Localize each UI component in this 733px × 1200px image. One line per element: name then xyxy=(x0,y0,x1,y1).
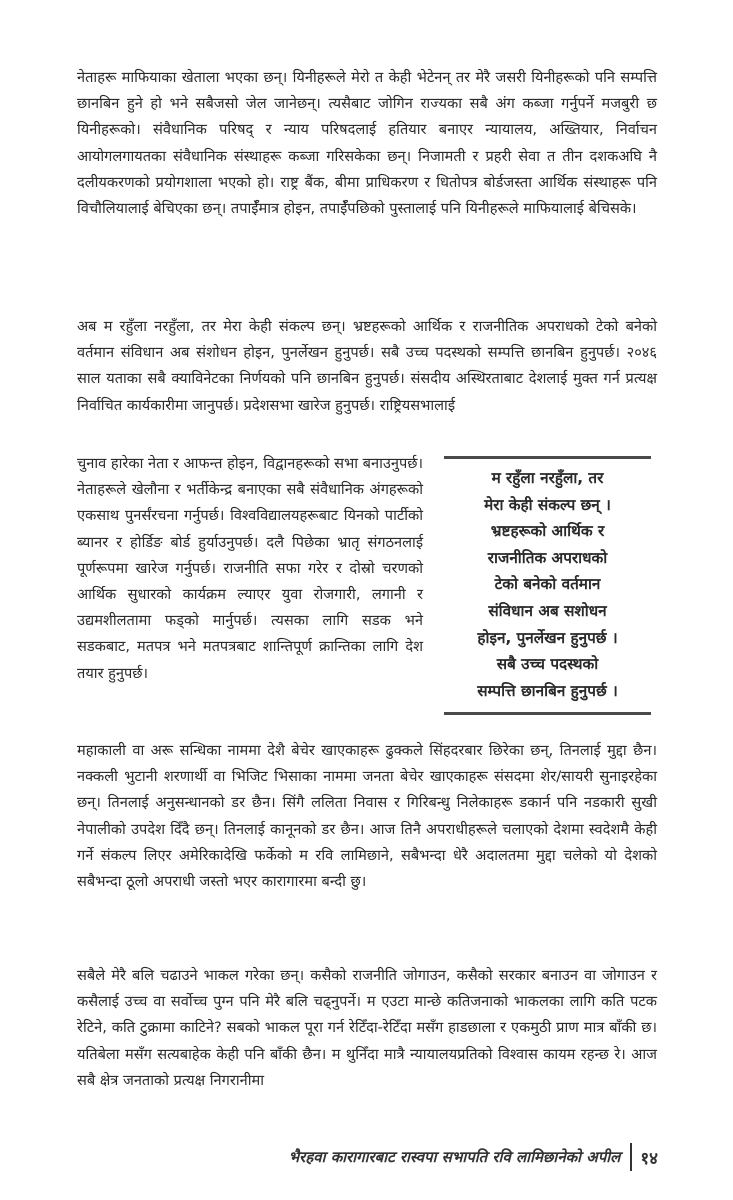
pull-quote-line: सम्पत्ति छानबिन हुनुपर्छ । xyxy=(477,681,618,700)
paragraph-mafia-capture: नेताहरू माफियाका खेताला भएका छन्। यिनीहरूले मेरो त केही भेटेनन् तर मेरै जसरी यिनीहरूको पनि सम्पत्ति छानबिन हुने हो भने सबैजसो जेल जानेछन्। त्यसैबाट जोगिन राज्यका सबै अंग कब्जा गर्नुपर्ने मजबुरी छ यिनीहरूको। संवैधानिक परिषद् र न्याय परिषदलाई हतियार बनाएर न्यायालय, अख्तियार, निर्वाचन आयोगलगायतका संवैधानिक संस्थाहरू कब्जा गरिसकेका छन्। निजामती र प्रहरी सेवा त तीन दशकअघि नै दलीयकरणको प्रयोगशाला भएको हो। राष्ट्र बैंक, बीमा प्राधिकरण र धितोपत्र बोर्डजस्ता आर्थिक संस्थाहरू पनि विचौलियालाई बेचिएका छन्। तपाईँमात्र होइन, तपाईँपछिको पुस्तालाई पनि यिनीहरूले माफियालाई बेचिसके। xyxy=(77,69,657,218)
page-footer xyxy=(180,1140,658,1174)
pull-quote-line: होइन, पुनर्लेखन हुनुपर्छ । xyxy=(477,628,618,647)
footer-title: भैरहवा कारागारबाट रास्वपा सभापति रवि लामिछानेको अपील xyxy=(288,1148,621,1166)
paragraph-sacrifice: सबैले मेरै बलि चढाउने भाकल गरेका छन्। कसैको राजनीति जोगाउन, कसैको सरकार बनाउन वा जोगाउन र कसैलाई उच्च वा सर्वोच्च पुग्न पनि मेरै बलि चढ्नुपर्ने। म एउटा मान्छे कतिजनाको भाकलका लागि कति पटक रेटिने, कति टुक्रामा काटिने? सबको भाकल पूरा गर्न रेटिँदा-रेटिँदा मसँग हाडछाला र एकमुठी प्राण मात्र बाँकी छ। यतिबेला मसँग सत्यबाहेक केही पनि बाँकी छैन। म थुनिँदा मात्रै न्यायालयप्रतिको विश्वास कायम रहन्छ रे। आज सबै क्षेत्र जनताको प्रत्यक्ष निगरानीमा xyxy=(77,967,657,1089)
pull-quote-top-rule xyxy=(444,456,651,459)
pull-quote-bottom-rule xyxy=(444,712,651,715)
pull-quote-line: राजनीतिक अपराधको xyxy=(487,548,608,567)
paragraph-reforms: चुनाव हारेका नेता र आफन्त होइन, विद्वानहरूको सभा बनाउनुपर्छ। नेताहरूले खेलौना र भर्तीकेन्द्र बनाएका सबै संवैधानिक अंगहरूको एकसाथ पुनर्संरचना गर्नुपर्छ। विश्वविद्यालयहरूबाट यिनको पार्टीको ब्यानर र होर्डिङ बोर्ड हुर्याउनुपर्छ। दलै पिछेका भ्रातृ संगठनलाई पूर्णरूपमा खारेज गर्नुपर्छ। राजनीति सफा गरेर र दोस्रो चरणको आर्थिक सुधारको कार्यक्रम ल्याएर युवा रोजगारी, लगानी र उद्यमशीलतामा फड्को मार्नुपर्छ। त्यसका लागि सडक भने सडकबाट, मतपत्र भने मतपत्रबाट शान्तिपूर्ण क्रान्तिका लागि देश तयार हुनुपर्छ। xyxy=(77,455,423,682)
pull-quote-line: सबै उच्च पदस्थको xyxy=(496,655,599,674)
page-number: १४ xyxy=(640,1148,658,1169)
pull-quote-line: संविधान अब सशोधन xyxy=(488,601,607,620)
paragraph-criminals: महाकाली वा अरू सन्धिका नाममा देशै बेचेर खाएकाहरू ढुक्कले सिंहदरबार छिरेका छन्, तिनलाई मुद्दा छैन। नक्कली भुटानी शरणार्थी वा भिजिट भिसाका नाममा जनता बेचेर खाएकाहरू संसदमा शेर/सायरी सुनाइरहेका छन्। तिनलाई अनुसन्धानको डर छैन। सिंगै ललिता निवास र गिरिबन्धु निलेकाहरू डकार्न पनि नडकारी सुखी नेपालीको उपदेश दिँदै छन्। तिनलाई कानूनको डर छैन। आज तिनै अपराधीहरूले चलाएको देशमा स्वदेशमै केही गर्ने संकल्प लिएर अमेरिकादेखि फर्केको म रवि लामिछाने, सबैभन्दा धेरै अदालतमा मुद्दा चलेको यो देशको सबैभन्दा ठूलो अपराधी जस्तो भएर कारागारमा बन्दी छु। xyxy=(77,742,657,891)
pull-quote-line: भ्रष्टहरूको आर्थिक र xyxy=(490,522,605,541)
pull-quote xyxy=(440,456,655,715)
footer-divider xyxy=(630,1143,632,1171)
paragraph-resolutions: अब म रहुँला नरहुँला, तर मेरा केही संकल्प छन्। भ्रष्टहरूको आर्थिक र राजनीतिक अपराधको टेको बनेको वर्तमान संविधान अब संशोधन होइन, पुनर्लेखन हुनुपर्छ। सबै उच्च पदस्थको सम्पत्ति छानबिन हुनुपर्छ। २०४६ साल यताका सबै क्याविनेटका निर्णयको पनि छानबिन हुनुपर्छ। संसदीय अस्थिरताबाट देशलाई मुक्त गर्न प्रत्यक्ष निर्वाचित कार्यकारीमा जानुपर्छ। प्रदेशसभा खारेज हुनुपर्छ। राष्ट्रियसभालाई xyxy=(77,318,657,414)
pull-quote-line: टेको बनेको वर्तमान xyxy=(494,575,601,594)
pull-quote-line: मेरा केही संकल्प छन् । xyxy=(484,495,611,514)
pull-quote-line: म रहुँला नरहुँला, तर xyxy=(491,469,604,487)
